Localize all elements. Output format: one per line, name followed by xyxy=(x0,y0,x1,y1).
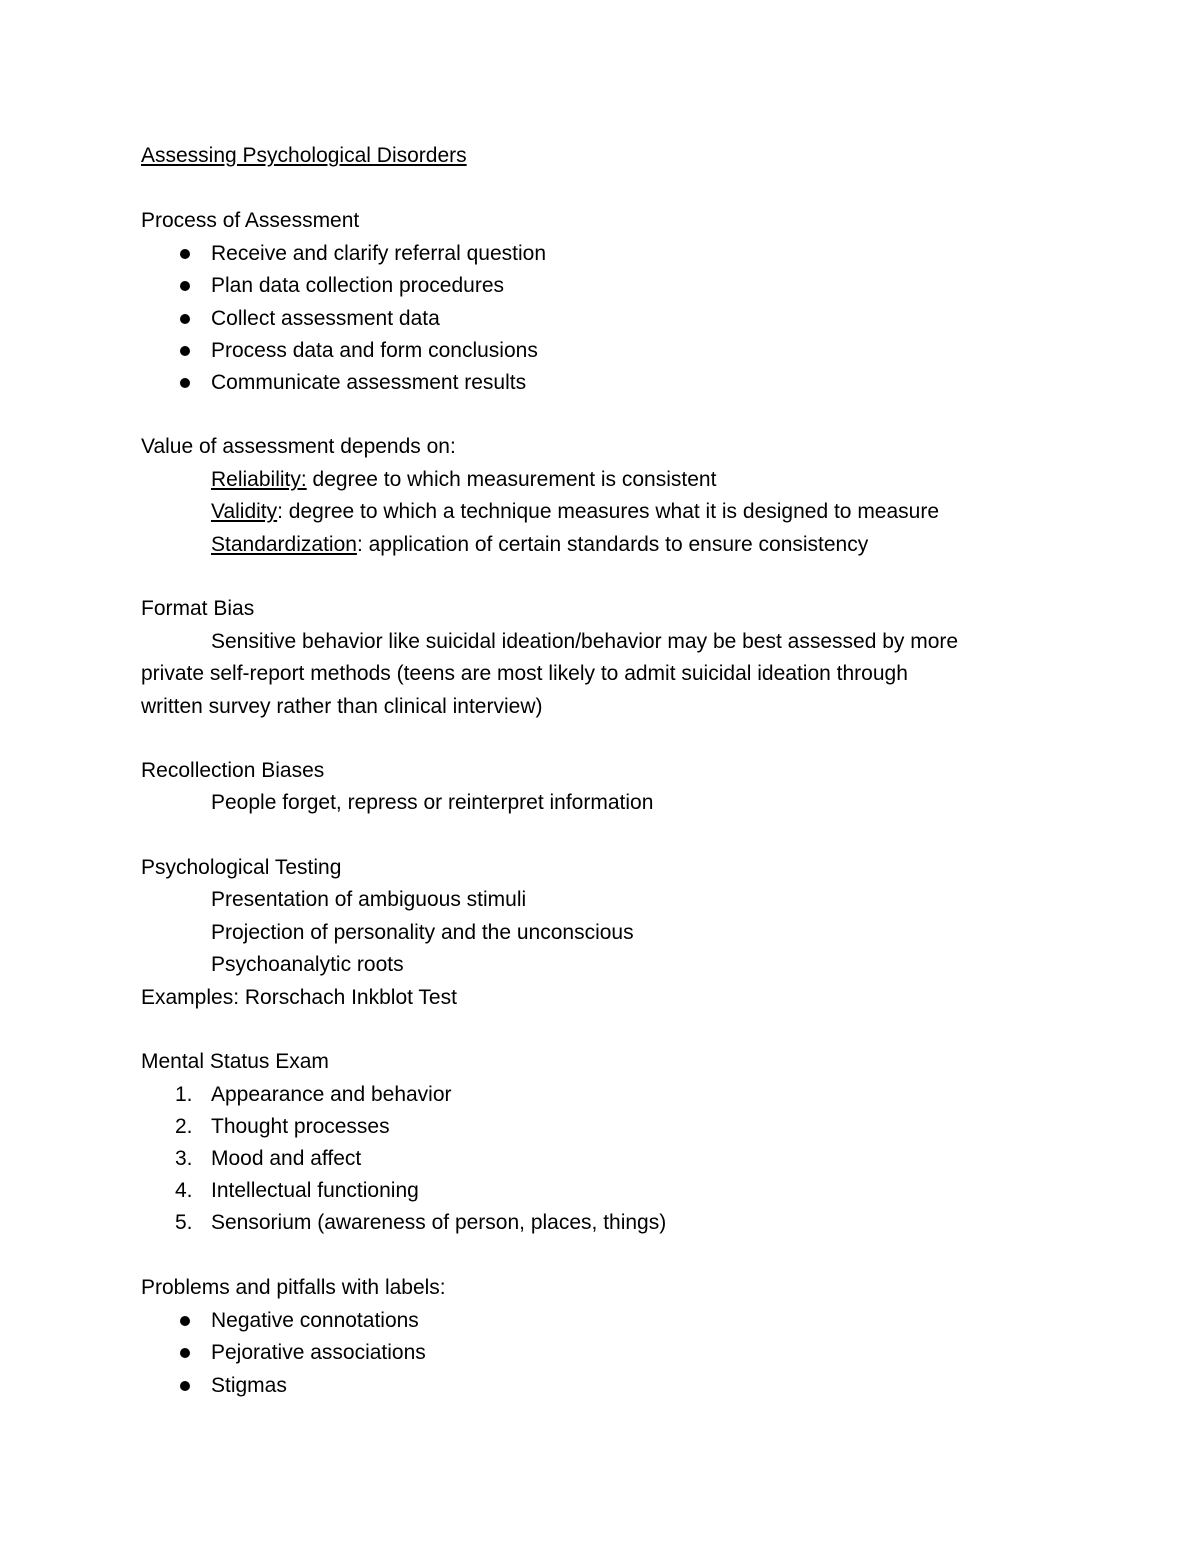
format-bias-line: private self-report methods (teens are most likely to admit suicidal ideation through xyxy=(141,662,908,685)
testing-heading: Psychological Testing xyxy=(141,856,342,879)
labels-item: Stigmas xyxy=(211,1374,287,1397)
labels-item: Negative connotations xyxy=(211,1309,419,1332)
value-term: Validity xyxy=(211,500,278,523)
bullet-icon xyxy=(180,1381,190,1391)
process-item: Communicate assessment results xyxy=(211,371,527,394)
process-item: Process data and form conclusions xyxy=(211,339,538,362)
value-term: Standardization xyxy=(211,533,357,556)
bullet-icon xyxy=(180,314,190,324)
mse-item: Sensorium (awareness of person, places, things) xyxy=(211,1211,667,1234)
list-number: 4. xyxy=(175,1179,193,1202)
testing-item: Psychoanalytic roots xyxy=(211,953,404,976)
list-number: 1. xyxy=(175,1083,193,1106)
testing-examples: Examples: Rorschach Inkblot Test xyxy=(141,986,457,1009)
mse-heading: Mental Status Exam xyxy=(141,1050,329,1073)
value-definition: : degree to which a technique measures what it is designed to measure xyxy=(277,500,940,523)
recollection-heading: Recollection Biases xyxy=(141,759,325,782)
value-definition: degree to which measurement is consistent xyxy=(306,468,717,491)
testing-item: Projection of personality and the unconscious xyxy=(211,921,634,944)
value-term-row xyxy=(211,533,1060,557)
bullet-icon xyxy=(180,1316,190,1326)
mse-item: Thought processes xyxy=(211,1115,390,1138)
process-item: Receive and clarify referral question xyxy=(211,242,546,265)
value-heading: Value of assessment depends on: xyxy=(141,435,456,458)
list-number: 3. xyxy=(175,1147,193,1170)
format-bias-heading: Format Bias xyxy=(141,597,255,620)
list-number: 5. xyxy=(175,1211,193,1234)
mse-item: Intellectual functioning xyxy=(211,1179,419,1202)
mse-item: Mood and affect xyxy=(211,1147,362,1170)
list-number: 2. xyxy=(175,1115,193,1138)
value-term: Reliability: xyxy=(211,468,307,491)
bullet-icon xyxy=(180,281,190,291)
labels-heading: Problems and pitfalls with labels: xyxy=(141,1276,446,1299)
format-bias-line: Sensitive behavior like suicidal ideation/behavior may be best assessed by more xyxy=(211,630,959,653)
testing-item: Presentation of ambiguous stimuli xyxy=(211,888,527,911)
format-bias-line: written survey rather than clinical interview) xyxy=(141,695,543,718)
process-heading: Process of Assessment xyxy=(141,209,360,232)
bullet-icon xyxy=(180,249,190,259)
value-definition: : application of certain standards to ensure consistency xyxy=(356,533,869,556)
value-term-row xyxy=(211,500,1060,524)
bullet-icon xyxy=(180,378,190,388)
labels-item: Pejorative associations xyxy=(211,1341,426,1364)
process-item: Plan data collection procedures xyxy=(211,274,505,297)
mse-item: Appearance and behavior xyxy=(211,1083,452,1106)
bullet-icon xyxy=(180,346,190,356)
recollection-text: People forget, repress or reinterpret information xyxy=(211,791,654,814)
value-term-row xyxy=(211,468,1060,492)
document-title: Assessing Psychological Disorders xyxy=(141,144,467,167)
bullet-icon xyxy=(180,1348,190,1358)
process-item: Collect assessment data xyxy=(211,307,440,330)
